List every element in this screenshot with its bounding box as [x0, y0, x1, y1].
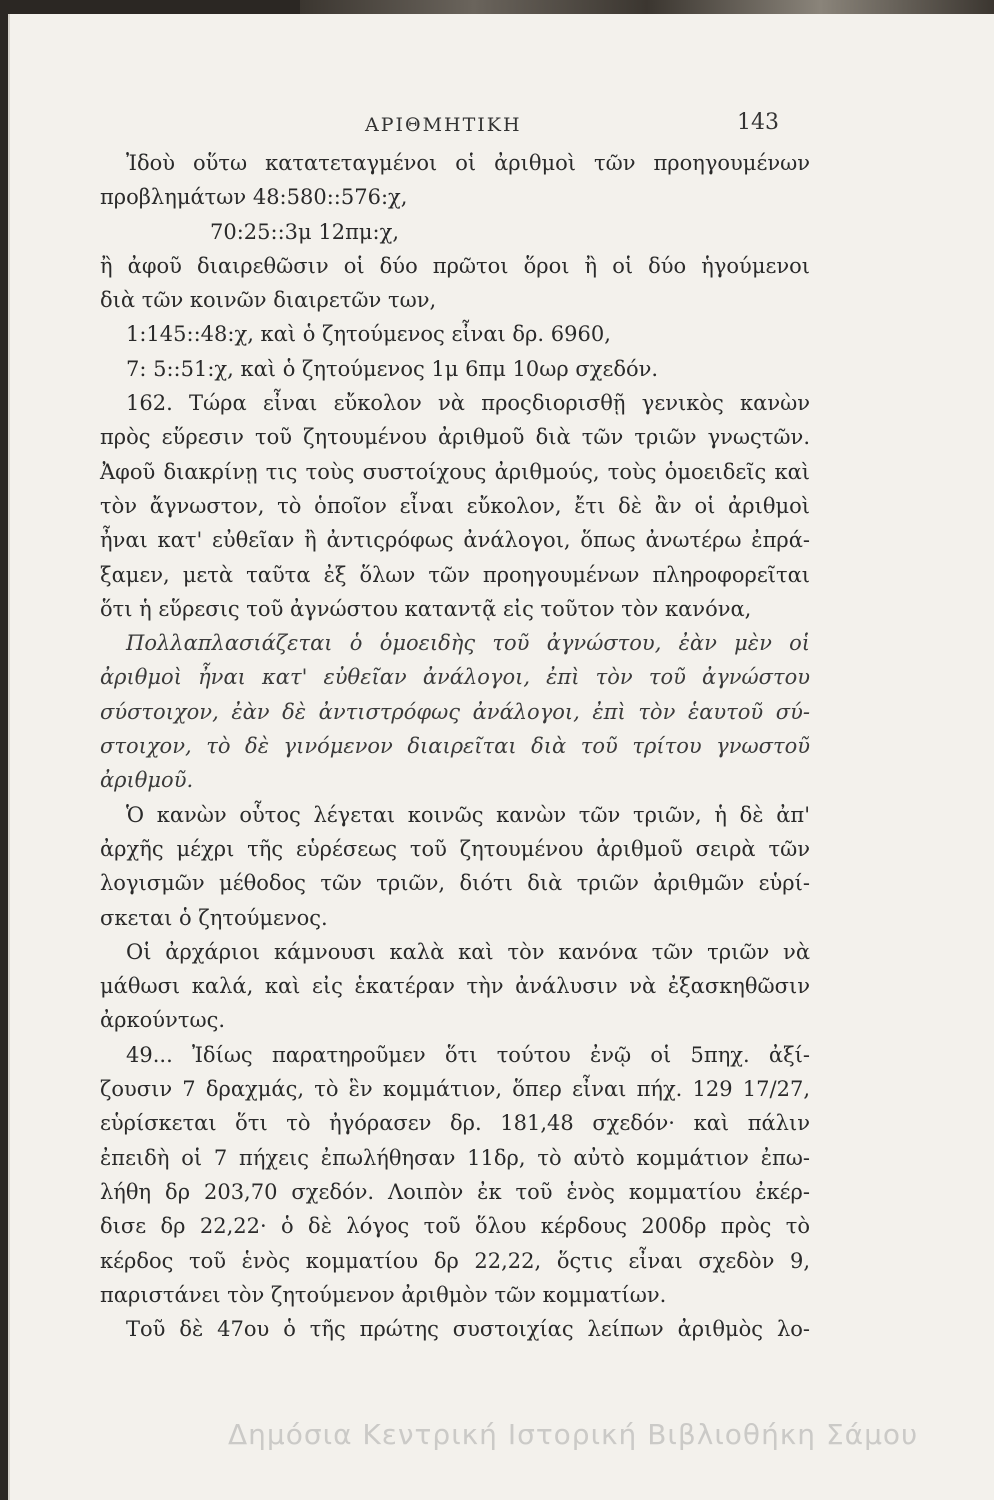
- text-line: Ἰδοὺ οὕτω κατατεταγμένοι οἱ ἀριθμοὶ τῶν προηγουμένων: [126, 151, 810, 175]
- text-line: πρὸς εὕρεσιν τοῦ ζητουμένου ἀριθμοῦ διὰ τῶν τριῶν γνωςτῶν.: [100, 425, 810, 450]
- text-line: ἀριθμοὶ ἦναι κατ' εὐθεῖαν ἀνάλογοι, ἐπὶ τὸν τοῦ ἀγνώστου: [100, 665, 810, 690]
- text-line: στοιχον, τὸ δὲ γινόμενον διαιρεῖται διὰ τοῦ τρίτου γνωστοῦ: [100, 734, 810, 759]
- text-line: ὅτι ἡ εὕρεσις τοῦ ἀγνώστου καταντᾷ εἰς τοῦτον τὸν κανόνα,: [100, 596, 752, 621]
- text-line: σύστοιχον, ἐὰν δὲ ἀντιστρόφως ἀνάλογοι, ἐπὶ τὸν ἑαυτοῦ σύ-: [100, 699, 810, 724]
- text-line: ζουσιν 7 δραχμάς, τὸ ἓν κομμάτιον, ὅπερ εἶναι πήχ. 129 17/27,: [100, 1077, 810, 1102]
- text-line: 1:145::48:χ, καὶ ὁ ζητούμενος εἶναι δρ. 6960,: [126, 322, 611, 347]
- text-line: ἀριθμοῦ.: [100, 768, 194, 793]
- text-line: ἐπειδὴ οἱ 7 πήχεις ἐπωλήθησαν 11δρ, τὸ αὐτὸ κομμάτιον ἐπω-: [100, 1145, 810, 1170]
- text-line: σκεται ὁ ζητούμενος.: [100, 905, 328, 930]
- text-line: 70:25::3μ 12πμ:χ,: [210, 219, 399, 244]
- text-line: 7: 5::51:χ, καὶ ὁ ζητούμενος 1μ 6πμ 10ωρ σχεδόν.: [126, 356, 659, 381]
- text-line: Ὁ κανὼν οὗτος λέγεται κοινῶς κανὼν τῶν τριῶν, ἡ δὲ ἀπ': [126, 802, 810, 827]
- text-line: ἀρχῆς μέχρι τῆς εὑρέσεως τοῦ ζητουμένου ἀριθμοῦ σειρὰ τῶν: [100, 836, 810, 861]
- book-page: [8, 14, 994, 1500]
- text-line: 49... Ἰδίως παρατηροῦμεν ὅτι τούτου ἐνῷ οἱ 5πηχ. ἀξί-: [126, 1042, 810, 1067]
- text-line: τὸν ἄγνωστον, τὸ ὁποῖον εἶναι εὔκολον, ἔτι δὲ ἂν οἱ ἀριθμοὶ: [100, 493, 810, 518]
- text-line: Πολλαπλασιάζεται ὁ ὁμοειδὴς τοῦ ἀγνώστου, ἐὰν μὲν οἱ: [126, 631, 810, 656]
- text-line: ἢ ἀφοῦ διαιρεθῶσιν οἱ δύο πρῶτοι ὅροι ἢ οἱ δύο ἡγούμενοι: [100, 253, 810, 278]
- text-line: διὰ τῶν κοινῶν διαιρετῶν των,: [100, 288, 437, 313]
- text-line: παριστάνει τὸν ζητούμενον ἀριθμὸν τῶν κομματίων.: [100, 1282, 667, 1307]
- text-line: κέρδος τοῦ ἑνὸς κομματίου δρ 22,22, ὅςτις εἶναι σχεδὸν 9,: [100, 1248, 810, 1273]
- body-text: [100, 146, 810, 1346]
- text-line: μάθωσι καλά, καὶ εἰς ἑκατέραν τὴν ἀνάλυσιν νὰ ἐξασκηθῶσιν: [100, 974, 810, 999]
- page-number: 143: [737, 110, 779, 135]
- text-line: εὑρίσκεται ὅτι τὸ ἠγόρασεν δρ. 181,48 σχεδόν· καὶ πάλιν: [100, 1111, 810, 1136]
- text-line: ἀρκούντως.: [100, 1008, 226, 1033]
- library-watermark: Δημόσια Κεντρική Ιστορική Βιβλιοθήκη Σάμου: [228, 1418, 919, 1451]
- text-line: Ἀφοῦ διακρίνῃ τις τοὺς συστοίχους ἀριθμούς, τοὺς ὁμοειδεῖς καὶ: [100, 459, 810, 484]
- book-top-edge: [300, 0, 994, 14]
- text-line: λήθη δρ 203,70 σχεδόν. Λοιπὸν ἐκ τοῦ ἑνὸς κομματίου ἐκέρ-: [100, 1179, 810, 1204]
- text-line: Τοῦ δὲ 47ου ὁ τῆς πρώτης συστοιχίας λείπων ἀριθμὸς λο-: [126, 1317, 810, 1342]
- running-title: ΑΡΙΘΜΗΤΙΚΗ: [365, 114, 522, 136]
- text-line: δισε δρ 22,22· ὁ δὲ λόγος τοῦ ὅλου κέρδους 200δρ πρὸς τὸ: [100, 1214, 810, 1239]
- text-line: ξαμεν, μετὰ ταῦτα ἐξ ὅλων τῶν προηγουμένων πληροφορεῖται: [100, 562, 810, 587]
- text-line: λογισμῶν μέθοδος τῶν τριῶν, διότι διὰ τριῶν ἀριθμῶν εὑρί-: [100, 871, 810, 896]
- text-line: Οἱ ἀρχάριοι κάμνουσι καλὰ καὶ τὸν κανόνα τῶν τριῶν νὰ: [126, 939, 810, 964]
- text-line: προβλημάτων 48:580::576:χ,: [100, 185, 408, 210]
- text-line: 162. Τώρα εἶναι εὔκολον νὰ προςδιορισθῇ γενικὸς κανὼν: [126, 391, 810, 416]
- page-header: [10, 110, 994, 140]
- text-line: ἦναι κατ' εὐθεῖαν ἢ ἀντιςρόφως ἀνάλογοι, ὅπως ἀνωτέρω ἐπρά-: [100, 528, 810, 553]
